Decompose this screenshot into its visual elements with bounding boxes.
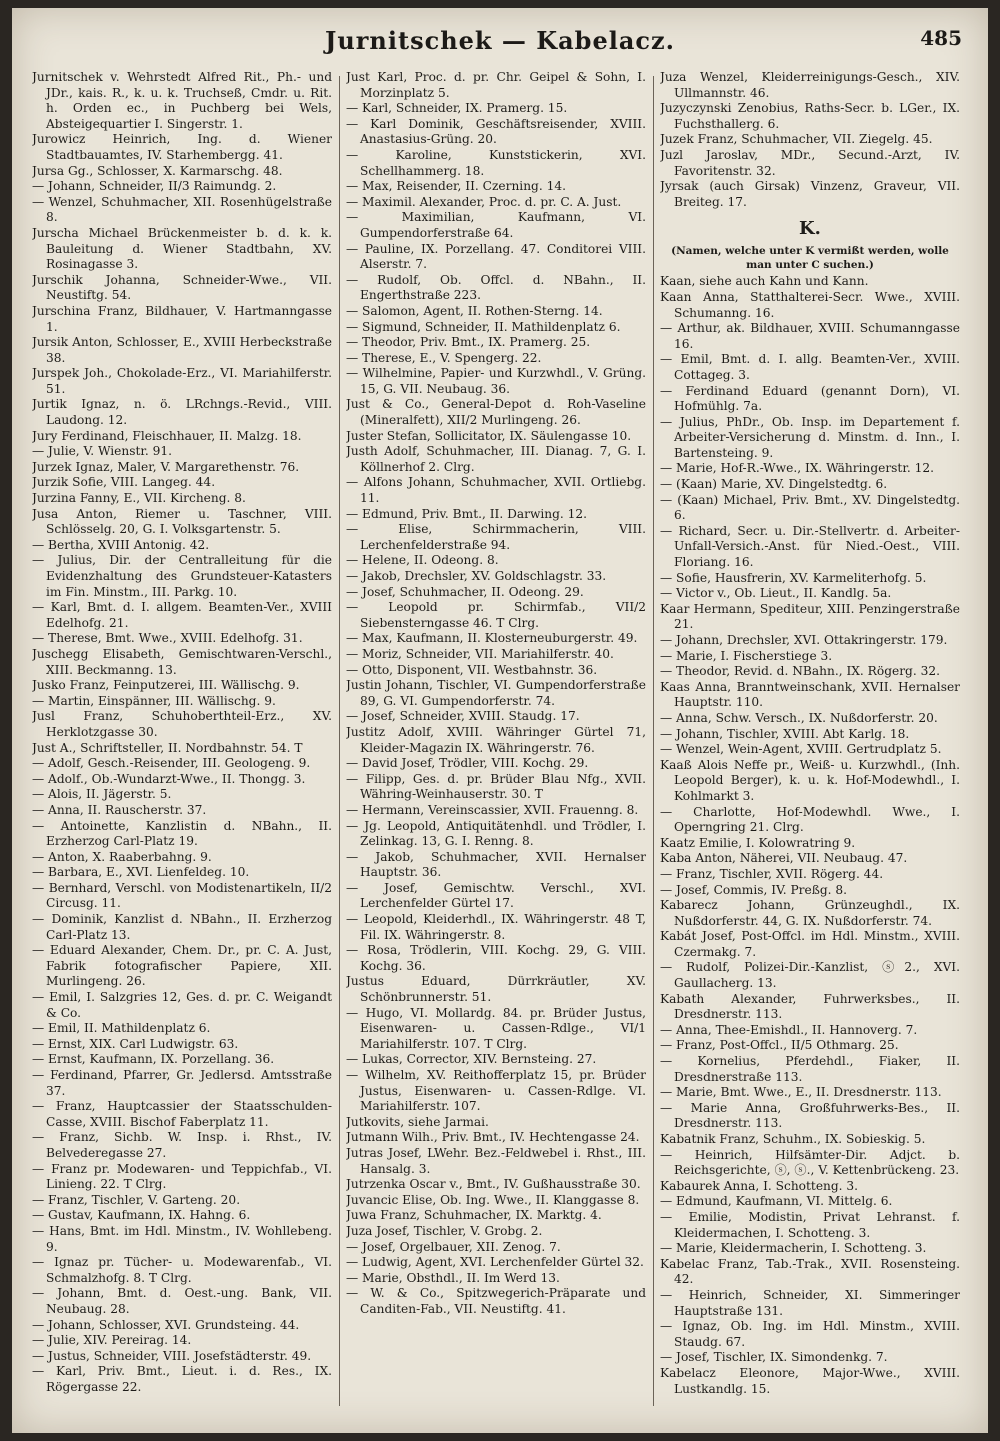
directory-entry: Jurschina Franz, Bildhauer, V. Hartmanngasse 1.	[32, 303, 332, 334]
directory-entry: — Heinrich, Schneider, XI. Simmeringer Hauptstraße 131.	[660, 1287, 960, 1318]
directory-entry: Jutrzenka Oscar v., Bmt., IV. Gußhausstraße 30.	[346, 1177, 641, 1192]
directory-entry: — Johann, Bmt. d. Oest.-ung. Bank, VII. Neubaug. 28.	[32, 1286, 332, 1316]
directory-entry: Kabarecz Johann, Grünzeughdl., IX. Nußdorferstr. 44, G. IX. Nußdorferstr. 74.	[660, 898, 960, 928]
directory-entry: Kaar Hermann, Spediteur, XIII. Penzingerstraße 21.	[660, 601, 960, 632]
directory-entry: — Adolf., Ob.-Wundarzt-Wwe., II. Thongg. 3.	[32, 771, 306, 786]
directory-entry: — Karl, Schneider, IX. Pramerg. 15.	[346, 101, 568, 116]
directory-entry: — Ernst, XIX. Carl Ludwigstr. 63.	[32, 1036, 239, 1051]
column-3-upper	[660, 70, 960, 210]
directory-entry: — (Kaan) Michael, Priv. Bmt., XV. Dingelstedtg. 6.	[660, 492, 960, 523]
directory-entry: — Heinrich, Hilfsämter-Dir. Adjct. b. Reichsgerichte, ⓢ, ⓢ., V. Kettenbrückeng. 23.	[660, 1147, 960, 1178]
directory-entry: — Franz pr. Modewaren- und Teppichfab., VI. Linieng. 22. T Clrg.	[32, 1161, 332, 1192]
column-divider	[339, 76, 340, 1406]
directory-entry: — Salomon, Agent, II. Rothen-Sterng. 14.	[346, 303, 603, 318]
directory-entry: Juschegg Elisabeth, Gemischtwaren-Verschl., XIII. Beckmanng. 13.	[32, 646, 332, 677]
directory-entry: — Charlotte, Hof-Modewhdl. Wwe., I. Operngring 21. Clrg.	[660, 804, 960, 835]
directory-entry: — Maximil. Alexander, Proc. d. pr. C. A. Just.	[346, 194, 622, 209]
directory-entry: Jurtik Ignaz, n. ö. LRchngs.-Revid., VIII. Laudong. 12.	[32, 397, 332, 428]
directory-entry: — Hugo, VI. Mollardg. 84. pr. Brüder Justus, Eisenwaren- u. Cassen-Rdlge., VI/1 Mariahilferstr. 107. T Clrg.	[346, 1005, 646, 1051]
directory-entry: — Marie, I. Fischerstiege 3.	[660, 648, 833, 663]
directory-entry: Jurnitschek v. Wehrstedt Alfred Rit., Ph.- und JDr., kais. R., k. u. k. Truchseß, Cmdr. u. Rit. h. Orden ec., in Puchberg bei Wels, Absteigequartier I. Singerstr. 1.	[32, 70, 332, 131]
directory-entry: Jyrsak (auch Girsak) Vinzenz, Graveur, VII. Breiteg. 17.	[660, 179, 960, 209]
directory-entry: Kaan Anna, Statthalterei-Secr. Wwe., XVIII. Schumanng. 16.	[660, 289, 960, 320]
directory-entry: — Eduard Alexander, Chem. Dr., pr. C. A. Just, Fabrik fotografischer Papiere, XII. Murlingeng. 26.	[32, 943, 332, 989]
directory-entry: — Justus, Schneider, VIII. Josefstädterstr. 49.	[32, 1348, 312, 1363]
directory-entry: — Dominik, Kanzlist d. NBahn., II. Erzherzog Carl-Platz 13.	[32, 912, 332, 942]
directory-entry: — Rudolf, Ob. Offcl. d. NBahn., II. Engerthstraße 223.	[346, 272, 646, 303]
directory-entry: — Filipp, Ges. d. pr. Brüder Blau Nfg., XVII. Währing-Weinhauserstr. 30. T	[346, 771, 646, 802]
directory-entry: — Johann, Tischler, XVIII. Abt Karlg. 18.	[660, 726, 910, 741]
directory-entry: Kaba Anton, Näherei, VII. Neubaug. 47.	[660, 851, 908, 866]
directory-entry: Juwa Franz, Schuhmacher, IX. Marktg. 4.	[346, 1208, 602, 1223]
directory-entry: Juzl Jaroslav, MDr., Secund.-Arzt, IV. Favoritenstr. 32.	[660, 147, 960, 178]
directory-entry: — Max, Kaufmann, II. Klosterneuburgerstr. 49.	[346, 631, 638, 646]
directory-entry: — Emil, II. Mathildenplatz 6.	[32, 1021, 211, 1036]
directory-entry: Kabát Josef, Post-Offcl. im Hdl. Minstm., XVIII. Czermakg. 7.	[660, 929, 960, 959]
directory-entry: — Moriz, Schneider, VII. Mariahilferstr. 40.	[346, 646, 614, 661]
directory-entry: Jurowicz Heinrich, Ing. d. Wiener Stadtbauamtes, IV. Starhembergg. 41.	[32, 132, 332, 162]
column-3	[660, 70, 960, 1416]
page-header	[12, 26, 988, 66]
directory-columns	[32, 70, 972, 1416]
directory-entry: — Julie, V. Wienstr. 91.	[32, 444, 173, 459]
directory-entry: Jursa Gg., Schlosser, X. Karmarschg. 48.	[32, 163, 283, 178]
directory-entry: — Anna, Schw. Versch., IX. Nußdorferstr. 20.	[660, 710, 938, 725]
directory-entry: — Anna, II. Rauscherstr. 37.	[32, 802, 207, 817]
directory-entry: — Anton, X. Raaberbahng. 9.	[32, 849, 212, 864]
directory-entry: — Bertha, XVIII Antonig. 42.	[32, 537, 210, 552]
directory-entry: — Ferdinand, Pfarrer, Gr. Jedlersd. Amtsstraße 37.	[32, 1068, 332, 1098]
directory-entry: Juzyczynski Zenobius, Raths-Secr. b. LGer., IX. Fuchsthallerg. 6.	[660, 101, 960, 131]
directory-entry: Just Karl, Proc. d. pr. Chr. Geipel & Sohn, I. Morzinplatz 5.	[346, 70, 646, 100]
directory-entry: — Theodor, Revid. d. NBahn., IX. Rögerg. 32.	[660, 664, 940, 679]
directory-entry: Jusl Franz, Schuhoberthteil-Erz., XV. Herklotzgasse 30.	[32, 709, 332, 739]
directory-entry: Kaan, siehe auch Kahn und Kann.	[660, 274, 869, 289]
directory-entry: Juster Stefan, Sollicitator, IX. Säulengasse 10.	[346, 428, 632, 443]
directory-entry: — Franz, Sichb. W. Insp. i. Rhst., IV. Belvederegasse 27.	[32, 1130, 332, 1160]
directory-entry: Jusa Anton, Riemer u. Taschner, VIII. Schlösselg. 20, G. I. Volksgartenstr. 5.	[32, 506, 332, 537]
directory-entry: Juza Josef, Tischler, V. Grobg. 2.	[346, 1223, 543, 1238]
directory-entry: — Rudolf, Polizei-Dir.-Kanzlist, ⓢ2., XVI. Gaullacherg. 13.	[660, 960, 960, 991]
directory-entry: — Jakob, Schuhmacher, XVII. Hernalser Hauptstr. 36.	[346, 849, 646, 880]
directory-entry: — Rosa, Trödlerin, VIII. Kochg. 29, G. VIII. Kochg. 36.	[346, 943, 646, 973]
directory-entry: — Johann, Schlosser, XVI. Grundsteing. 44.	[32, 1317, 300, 1332]
directory-entry: Kaatz Emilie, I. Kolowratring 9.	[660, 835, 856, 850]
directory-entry: — Edmund, Priv. Bmt., II. Darwing. 12.	[346, 506, 588, 521]
directory-entry: — Richard, Secr. u. Dir.-Stellvertr. d. Arbeiter-Unfall-Versich.-Anst. für Nied.-Oest., VIII. Floriang. 16.	[660, 523, 960, 570]
directory-entry: — Ernst, Kaufmann, IX. Porzellang. 36.	[32, 1052, 275, 1067]
directory-entry: — Adolf, Gesch.-Reisender, III. Geologeng. 9.	[32, 756, 311, 771]
directory-entry: — Jakob, Drechsler, XV. Goldschlagstr. 33.	[346, 569, 607, 583]
directory-entry: — Helene, II. Odeong. 8.	[346, 553, 499, 568]
directory-entry: Justin Johann, Tischler, VI. Gumpendorferstraße 89, G. VI. Gumpendorferstr. 74.	[346, 678, 646, 708]
directory-entry: — Wenzel, Wein-Agent, XVIII. Gertrudplatz 5.	[660, 742, 942, 757]
directory-entry: — Victor v., Ob. Lieut., II. Kandlg. 5a.	[660, 586, 892, 601]
directory-entry: — Antoinette, Kanzlistin d. NBahn., II. Erzherzog Carl-Platz 19.	[32, 818, 332, 849]
directory-entry: Kabaurek Anna, I. Schotteng. 3.	[660, 1178, 859, 1193]
page-number: 485	[920, 26, 962, 50]
directory-entry: Just & Co., General-Depot d. Roh-Vaseline (Mineralfett), XII/2 Murlingeng. 26.	[346, 397, 646, 428]
directory-entry: — Marie, Obsthdl., II. Im Werd 13.	[346, 1270, 560, 1285]
directory-entry: — Alfons Johann, Schuhmacher, XVII. Ortliebg. 11.	[346, 475, 646, 506]
directory-entry: — Karl Dominik, Geschäftsreisender, XVIII. Anastasius-Grüng. 20.	[346, 116, 646, 147]
directory-entry: — Franz, Tischler, XVII. Rögerg. 44.	[660, 866, 884, 881]
directory-entry: — (Kaan) Marie, XV. Dingelstedtg. 6.	[660, 477, 888, 492]
directory-entry: Juza Wenzel, Kleiderreinigungs-Gesch., XIV. Ullmannstr. 46.	[660, 70, 960, 100]
directory-entry: — Arthur, ak. Bildhauer, XVIII. Schumanngasse 16.	[660, 321, 960, 351]
directory-entry: — David Josef, Trödler, VIII. Kochg. 29.	[346, 756, 589, 771]
directory-entry: — Ferdinand Eduard (genannt Dorn), VI. Hofmühlg. 7a.	[660, 383, 960, 414]
directory-entry: — Johann, Schneider, II/3 Raimundg. 2.	[32, 179, 277, 194]
directory-entry: — Barbara, E., XVI. Lienfeldeg. 10.	[32, 865, 250, 880]
directory-entry: — Lukas, Corrector, XIV. Bernsteing. 27.	[346, 1052, 597, 1067]
directory-entry: — Wilhelm, XV. Reithofferplatz 15, pr. Brüder Justus, Eisenwaren- u. Cassen-Rdlge. VI. Mariahilferstr. 107.	[346, 1068, 646, 1114]
directory-entry: — Josef, Gemischtw. Verschl., XVI. Lerchenfelder Gürtel 17.	[346, 880, 646, 911]
column-divider	[653, 76, 654, 1406]
directory-entry: Jusko Franz, Feinputzerei, III. Wällischg. 9.	[32, 678, 300, 693]
directory-entry: Jurscha Michael Brückenmeister b. d. k. k. Bauleitung d. Wiener Stadtbahn, XV. Rosinagasse 3.	[32, 225, 332, 272]
directory-entry: Kabath Alexander, Fuhrwerksbes., II. Dresdnerstr. 113.	[660, 991, 960, 1022]
column-1	[32, 70, 332, 1416]
directory-entry: Juzek Franz, Schuhmacher, VII. Ziegelg. 45.	[660, 132, 933, 147]
directory-entry: — Marie, Hof-R.-Wwe., IX. Währingerstr. 12.	[660, 461, 934, 476]
directory-entry: — Bernhard, Verschl. von Modistenartikeln, II/2 Circusg. 11.	[32, 880, 332, 911]
directory-entry: — Ignaz, Ob. Ing. im Hdl. Minstm., XVIII. Staudg. 67.	[660, 1319, 960, 1349]
directory-entry: — Hans, Bmt. im Hdl. Minstm., IV. Wohllebeng. 9.	[32, 1223, 332, 1254]
directory-entry: Kabelacz Eleonore, Major-Wwe., XVIII. Lustkandlg. 15.	[660, 1365, 960, 1396]
directory-entry: — Jg. Leopold, Antiquitätenhdl. und Trödler, I. Zelinkag. 13, G. I. Renng. 8.	[346, 818, 646, 849]
directory-entry: Jutras Josef, LWehr. Bez.-Feldwebel i. Rhst., III. Hansalg. 3.	[346, 1145, 646, 1176]
directory-entry: — Franz, Tischler, V. Garteng. 20.	[32, 1192, 241, 1207]
directory-entry: Justitz Adolf, XVIII. Währinger Gürtel 71, Kleider-Magazin IX. Währingerstr. 76.	[346, 724, 646, 755]
directory-entry: — Otto, Disponent, VII. Westbahnstr. 36.	[346, 662, 598, 677]
directory-entry: — Emilie, Modistin, Privat Lehranst. f. Kleidermachen, I. Schotteng. 3.	[660, 1209, 960, 1240]
letter-note: (Namen, welche unter K vermißt werden, wolle man unter C suchen.)	[671, 245, 949, 272]
directory-entry: — Max, Reisender, II. Czerning. 14.	[346, 179, 566, 194]
directory-entry: — Pauline, IX. Porzellang. 47. Conditorei VIII. Alserstr. 7.	[346, 241, 646, 272]
directory-entry: — Josef, Commis, IV. Preßg. 8.	[660, 882, 848, 897]
directory-entry: — Alois, II. Jägerstr. 5.	[32, 787, 172, 802]
running-title: Jurnitschek — Kabelacz.	[324, 26, 675, 55]
directory-entry: — Marie, Kleidermacherin, I. Schotteng. 3.	[660, 1241, 927, 1256]
directory-entry: — Maximilian, Kaufmann, VI. Gumpendorferstraße 64.	[346, 210, 646, 240]
directory-entry: — Johann, Drechsler, XVI. Ottakringerstr. 179.	[660, 633, 948, 647]
directory-entry: — Franz, Hauptcassier der Staatsschulden-Casse, XVIII. Bischof Faberplatz 11.	[32, 1099, 332, 1129]
directory-entry: — Karl, Bmt. d. I. allgem. Beamten-Ver., XVIII Edelhofg. 21.	[32, 600, 332, 630]
letter-heading: K.	[799, 218, 821, 240]
directory-entry: — Ignaz pr. Tücher- u. Modewarenfab., VI. Schmalzhofg. 8. T Clrg.	[32, 1255, 332, 1285]
directory-entry: — Josef, Schuhmacher, II. Odeong. 29.	[346, 584, 584, 599]
directory-entry: — Elise, Schirmmacherin, VIII. Lerchenfelderstraße 94.	[346, 522, 646, 552]
directory-entry: — Julius, PhDr., Ob. Insp. im Departement f. Arbeiter-Versicherung d. Minstm. d. Inn., I. Bartensteing. 9.	[660, 414, 960, 460]
directory-entry: — Leopold, Kleiderhdl., IX. Währingerstr. 48 T, Fil. IX. Währingerstr. 8.	[346, 912, 646, 942]
directory-entry: — Josef, Tischler, IX. Simondenkg. 7.	[660, 1350, 888, 1365]
directory-entry: Kabatnik Franz, Schuhm., IX. Sobieskig. 5.	[660, 1132, 926, 1146]
directory-entry: Jurspek Joh., Chokolade-Erz., VI. Mariahilferstr. 51.	[32, 366, 332, 396]
directory-entry: — Franz, Post-Offcl., II/5 Othmarg. 25.	[660, 1038, 899, 1053]
directory-entry: — Edmund, Kaufmann, VI. Mittelg. 6.	[660, 1194, 893, 1209]
directory-entry: Just A., Schriftsteller, II. Nordbahnstr. 54. T	[32, 740, 303, 755]
directory-entry: — Hermann, Vereinscassier, XVII. Frauenng. 8.	[346, 802, 639, 817]
directory-entry: — Wilhelmine, Papier- und Kurzwhdl., V. Grüng. 15, G. VII. Neubaug. 36.	[346, 366, 646, 396]
directory-entry: — Josef, Schneider, XVIII. Staudg. 17.	[346, 709, 580, 724]
directory-entry: Jurzina Fanny, E., VII. Kircheng. 8.	[32, 491, 246, 506]
directory-entry: — Josef, Orgelbauer, XII. Zenog. 7.	[346, 1239, 561, 1254]
directory-entry: — Wenzel, Schuhmacher, XII. Rosenhügelstraße 8.	[32, 194, 332, 225]
directory-entry: — Anna, Thee-Emishdl., II. Hannoverg. 7.	[660, 1022, 918, 1037]
directory-entry: — Leopold pr. Schirmfab., VII/2 Siebensterngasse 46. T Clrg.	[346, 600, 646, 630]
column-2	[346, 70, 646, 1416]
directory-entry: Kaaß Alois Neffe pr., Weiß- u. Kurzwhdl., (Inh. Leopold Berger), k. u. k. Hof-Modewhdl., I. Kohlmarkt 3.	[660, 757, 960, 803]
column-3-lower	[660, 274, 960, 1397]
directory-entry: — Martin, Einspänner, III. Wällischg. 9.	[32, 693, 276, 708]
directory-entry: Jutmann Wilh., Priv. Bmt., IV. Hechtengasse 24.	[346, 1130, 640, 1145]
directory-entry: Jury Ferdinand, Fleischhauer, II. Malzg. 18.	[32, 428, 302, 443]
directory-entry: — Therese, E., V. Spengerg. 22.	[346, 350, 542, 365]
directory-entry: — Emil, I. Salzgries 12, Ges. d. pr. C. Weigandt & Co.	[32, 990, 332, 1020]
directory-entry: — Sofie, Hausfrerin, XV. Karmeliterhofg. 5.	[660, 570, 927, 585]
directory-entry: Kabelac Franz, Tab.-Trak., XVII. Rosensteing. 42.	[660, 1256, 960, 1287]
directory-entry: — Marie Anna, Großfuhrwerks-Bes., II. Dresdnerstr. 113.	[660, 1100, 960, 1131]
directory-entry: Juvancic Elise, Ob. Ing. Wwe., II. Klanggasse 8.	[346, 1192, 640, 1207]
directory-entry: Jursik Anton, Schlosser, E., XVIII Herbeckstraße 38.	[32, 335, 332, 365]
directory-entry: — Sigmund, Schneider, II. Mathildenplatz 6.	[346, 319, 621, 334]
directory-entry: — Karl, Priv. Bmt., Lieut. i. d. Res., IX. Rögergasse 22.	[32, 1364, 332, 1394]
directory-entry: — Julius, Dir. der Centralleitung für die Evidenzhaltung des Grundsteuer-Katasters im Fin. Minstm., III. Parkg. 10.	[32, 553, 332, 599]
directory-entry: — Marie, Bmt. Wwe., E., II. Dresdnerstr. 113.	[660, 1085, 942, 1100]
directory-page	[12, 8, 988, 1433]
directory-entry: — Karoline, Kunststickerin, XVI. Schellhammerg. 18.	[346, 147, 646, 178]
directory-entry: — Ludwig, Agent, XVI. Lerchenfelder Gürtel 32.	[346, 1255, 644, 1270]
directory-entry: Jurschik Johanna, Schneider-Wwe., VII. Neustiftg. 54.	[32, 272, 332, 303]
directory-entry: — Gustav, Kaufmann, IX. Hahng. 6.	[32, 1208, 251, 1223]
directory-entry: — Therese, Bmt. Wwe., XVIII. Edelhofg. 31.	[32, 631, 303, 646]
directory-entry: — W. & Co., Spitzwegerich-Präparate und Canditen-Fab., VII. Neustiftg. 41.	[346, 1286, 646, 1316]
directory-entry: Justus Eduard, Dürrkräutler, XV. Schönbrunnerstr. 51.	[346, 974, 646, 1005]
directory-entry: — Emil, Bmt. d. I. allg. Beamten-Ver., XVIII. Cottageg. 3.	[660, 352, 960, 382]
directory-entry: Jurzek Ignaz, Maler, V. Margarethenstr. 76.	[32, 459, 300, 474]
directory-entry: Justh Adolf, Schuhmacher, III. Dianag. 7, G. I. Köllnerhof 2. Clrg.	[346, 444, 646, 474]
directory-entry: Kaas Anna, Branntweinschank, XVII. Hernalser Hauptstr. 110.	[660, 679, 960, 710]
directory-entry: Jurzik Sofie, VIII. Langeg. 44.	[32, 475, 216, 490]
directory-entry: — Kornelius, Pferdehdl., Fiaker, II. Dresdnerstraße 113.	[660, 1054, 960, 1084]
directory-entry: — Julie, XIV. Pereirag. 14.	[32, 1333, 192, 1348]
directory-entry: — Theodor, Priv. Bmt., IX. Pramerg. 25.	[346, 335, 591, 350]
directory-entry: Jutkovits, siehe Jarmai.	[346, 1114, 489, 1129]
